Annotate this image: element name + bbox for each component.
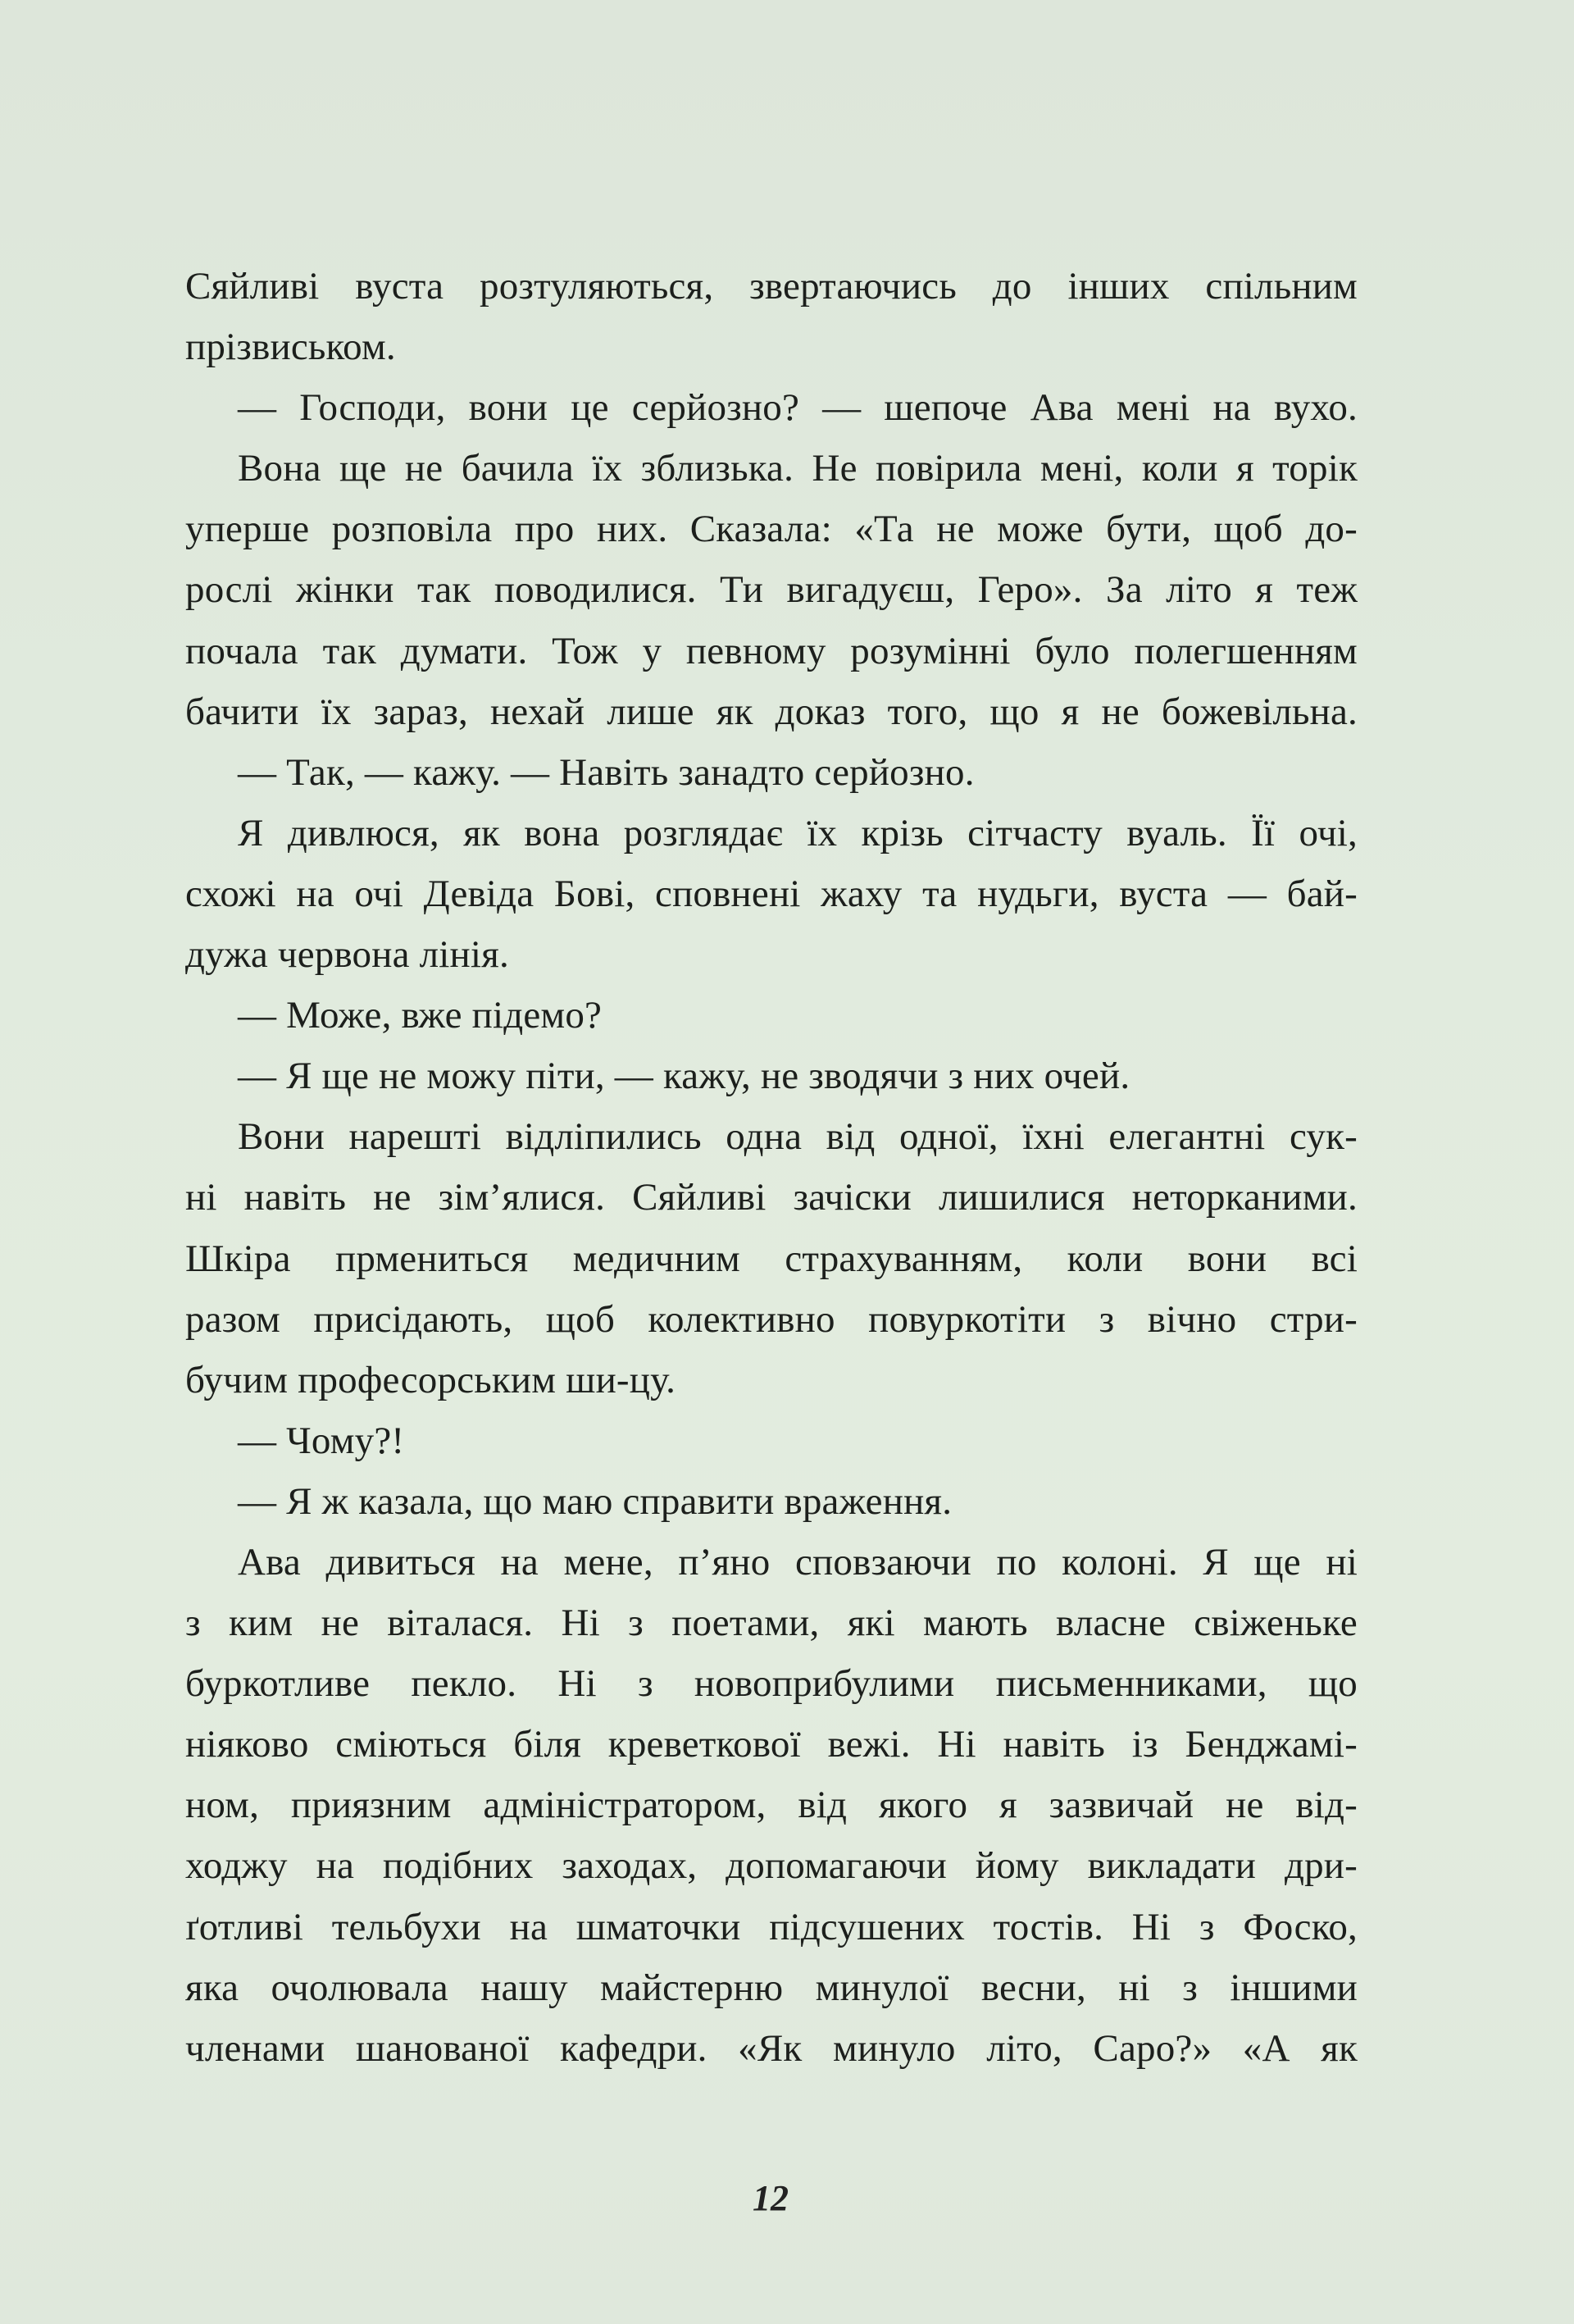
text-line: ходжу на подібних заходах, допомагаючи йому викладати дри- <box>185 1844 1358 1888</box>
text-line: ніяково сміються біля креветкової вежі. Ні навіть із Бенджамі- <box>185 1723 1358 1766</box>
text-line: з ким не віталася. Ні з поетами, які мають власне свіженьке <box>185 1602 1358 1645</box>
text-line: Я дивлюся, як вона розглядає їх крізь сітчасту вуаль. Її очі, <box>238 811 1358 854</box>
text-line: — Чому?! <box>238 1419 405 1462</box>
text-line: почала так думати. Тож у певному розумінні було полегшенням <box>185 629 1358 672</box>
text-line: разом присідають, щоб колективно повуркотіти з вічно стри- <box>185 1297 1358 1341</box>
text-line: — Я ж казала, що маю справити враження. <box>238 1479 953 1523</box>
text-line: Сяйливі вуста розтуляються, звертаючись до інших спільним <box>185 265 1358 308</box>
text-line: — Господи, вони це серйозно? — шепоче Ава мені на вухо. <box>238 386 1358 430</box>
text-line: прізвиськом. <box>185 326 396 369</box>
text-line: — Я ще не можу піти, — кажу, не зводячи з них очей. <box>238 1055 1130 1098</box>
text-line: рослі жінки так поводилися. Ти вигадуєш, Геро». За літо я теж <box>185 568 1358 612</box>
text-line: ном, приязним адміністратором, від якого я зазвичай не від- <box>185 1784 1358 1827</box>
text-line: буркотливе пекло. Ні з новоприбулими письменниками, що <box>185 1662 1358 1706</box>
text-line: членами шанованої кафедри. «Як минуло літо, Саро?» «А як <box>185 2026 1358 2070</box>
text-line: бучим професорським ши-цу. <box>185 1358 676 1401</box>
text-line: Ава дивиться на мене, п’яно сповзаючи по колоні. Я ще ні <box>238 1540 1358 1584</box>
text-line: Вона ще не бачила їх зблизька. Не повірила мені, коли я торік <box>238 447 1358 490</box>
text-line: уперше розповіла про них. Сказала: «Та не може бути, щоб до- <box>185 508 1358 551</box>
text-line: Вони нарешті відліпились одна від одної, їхні елегантні сук- <box>238 1115 1358 1159</box>
text-line: ґотливі тельбухи на шматочки підсушених тостів. Ні з Фоско, <box>185 1905 1358 1948</box>
page-body-text <box>185 256 1358 2079</box>
text-line: — Так, — кажу. — Навіть занадто серйозно. <box>238 750 975 794</box>
text-line: ні навіть не зім’ялися. Сяйливі зачіски лишилися неторканими. <box>185 1176 1358 1219</box>
text-line: бачити їх зараз, нехай лише як доказ того, що я не божевільна. <box>185 690 1358 733</box>
text-line: яка очолювала нашу майстерню минулої весни, ні з іншими <box>185 1966 1358 2009</box>
page-number: 12 <box>753 2178 789 2218</box>
text-line: — Може, вже підемо? <box>238 994 603 1037</box>
text-line: Шкіра прмениться медичним страхуванням, коли вони всі <box>185 1237 1358 1280</box>
text-line: схожі на очі Девіда Бові, сповнені жаху та нудьги, вуста — бай- <box>185 872 1358 915</box>
text-line: дужа червона лінія. <box>185 933 509 977</box>
